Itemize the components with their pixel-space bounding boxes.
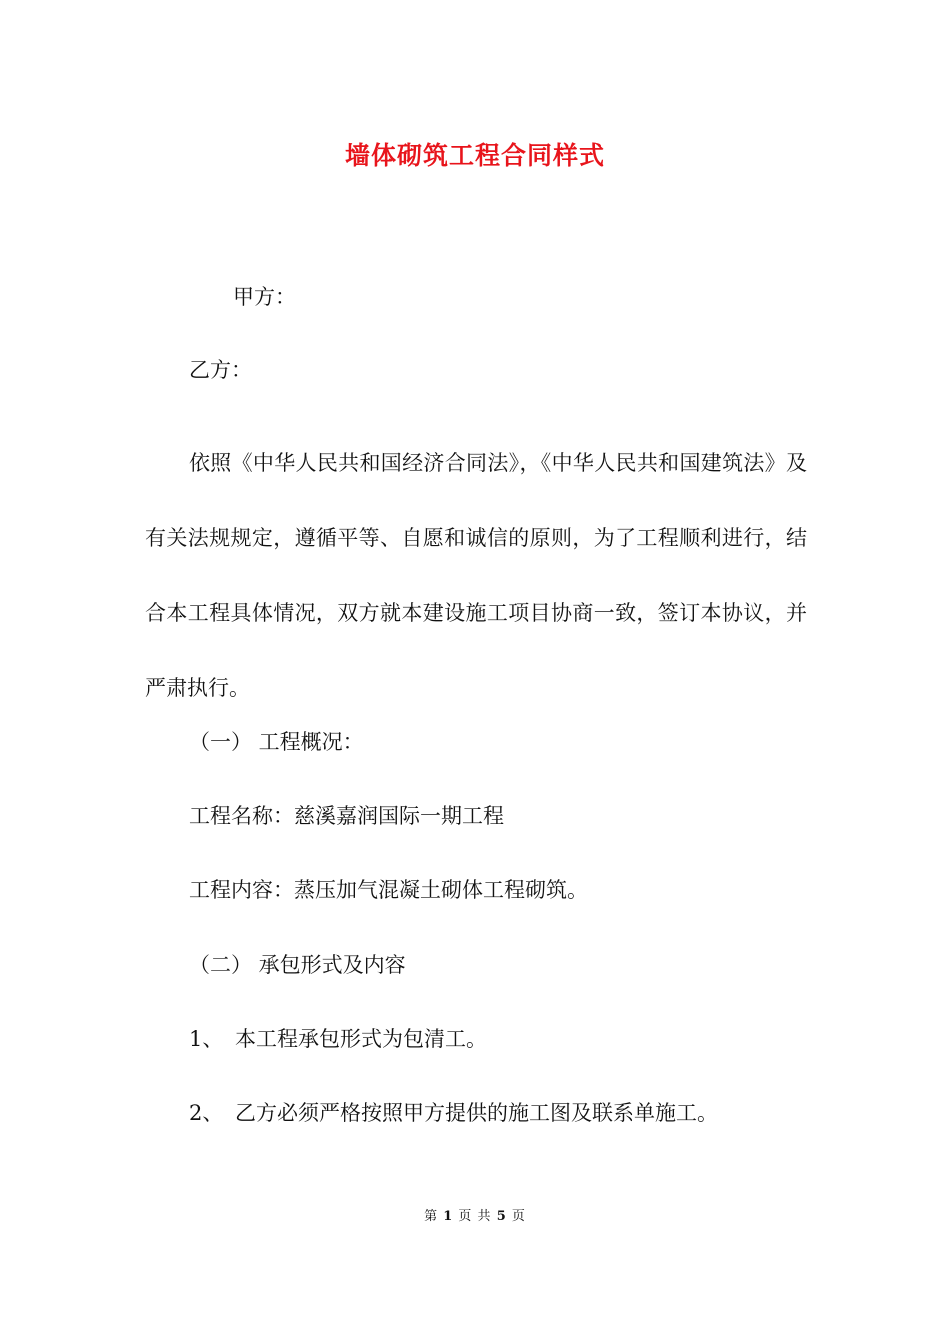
section-2-heading: （二） 承包形式及内容 — [189, 953, 406, 977]
footer-prefix: 第 — [424, 1209, 439, 1224]
document-title: 墙体砌筑工程合同样式 — [344, 141, 605, 170]
list-item-number: 1、 — [189, 1027, 224, 1051]
project-name-line: 工程名称：慈溪嘉润国际一期工程 — [189, 804, 504, 828]
footer-total-pages: 5 — [496, 1209, 507, 1224]
list-item — [189, 1098, 718, 1128]
list-item-text: 本工程承包形式为包清工。 — [235, 1027, 487, 1051]
intro-paragraph: 依照《中华人民共和国经济合同法》，《中华人民共和国建筑法》及有关法规规定，遵循平等、自愿和诚信的原则，为了工程顺利进行，结合本工程具体情况，双方就本建设施工项目协商一致，签订本协议，并严肃执行。 — [145, 451, 807, 700]
list-item-text: 乙方必须严格按照甲方提供的施工图及联系单施工。 — [235, 1101, 718, 1125]
footer-suffix: 页 — [511, 1209, 526, 1224]
footer-page-number: 1 — [443, 1209, 454, 1224]
footer-middle: 页 共 — [458, 1209, 492, 1224]
party-b-label: 乙方： — [189, 358, 252, 382]
list-item-number: 2、 — [189, 1101, 224, 1125]
project-content-line: 工程内容：蒸压加气混凝土砌体工程砌筑。 — [189, 878, 588, 902]
page-footer — [0, 1205, 950, 1224]
section-1-heading: （一） 工程概况： — [189, 730, 364, 754]
party-a-label: 甲方： — [233, 285, 296, 309]
list-item — [189, 1024, 487, 1054]
